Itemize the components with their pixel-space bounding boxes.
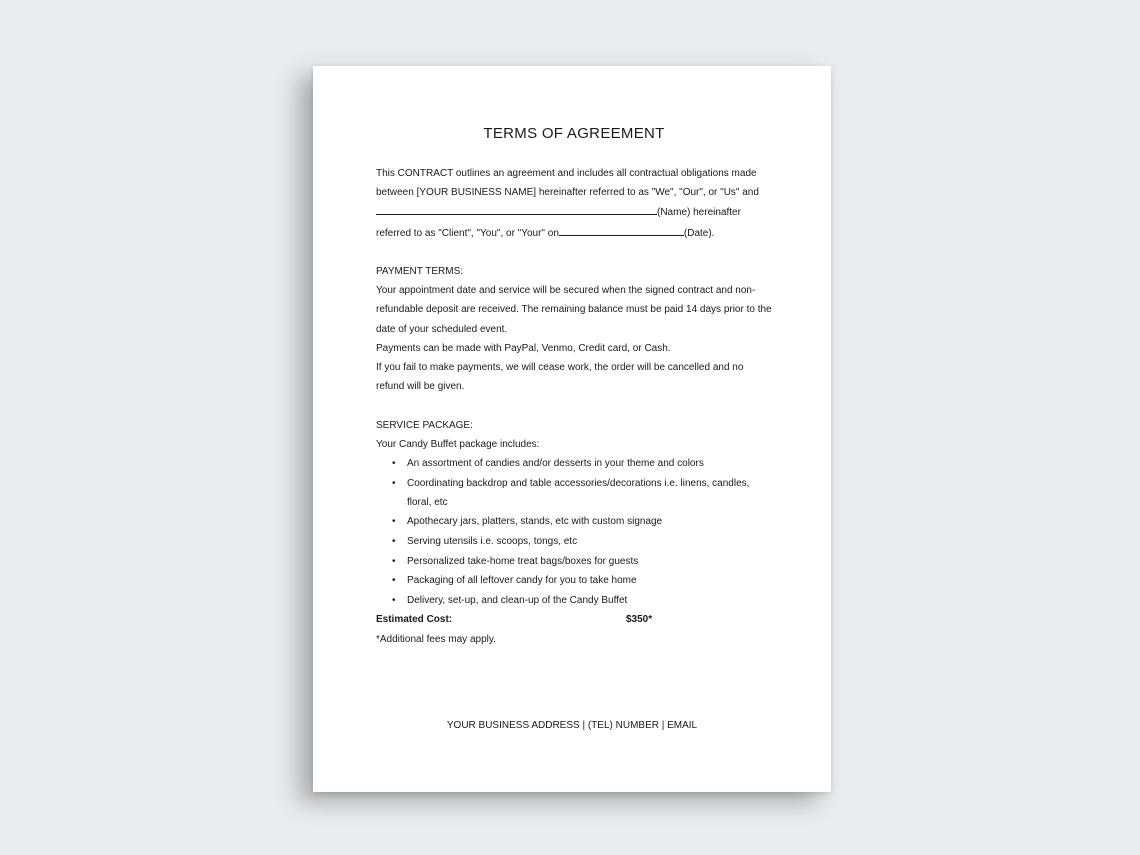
name-label: (Name) hereinafter xyxy=(657,207,741,219)
payment-terms-line: refundable deposit are received. The remaining balance must be paid 14 days prior to the xyxy=(376,304,772,316)
payment-terms-line: Your appointment date and service will be secured when the signed contract and non- xyxy=(376,285,756,297)
list-item: • Personalized take-home treat bags/boxes for guests xyxy=(376,552,752,571)
bullet-icon: • xyxy=(392,477,396,489)
service-package-intro: Your Candy Buffet package includes: xyxy=(376,438,540,450)
payment-terms-heading: PAYMENT TERMS: xyxy=(376,266,464,277)
date-blank-line[interactable] xyxy=(559,223,684,236)
payment-terms-line: date of your scheduled event. xyxy=(376,323,508,335)
list-item: • Apothecary jars, platters, stands, etc with custom signage xyxy=(376,512,752,531)
section-gap xyxy=(376,396,776,415)
list-item: • Coordinating backdrop and table accessories/decorations i.e. linens, candles, floral, etc xyxy=(376,474,752,512)
bullet-icon: • xyxy=(392,458,396,470)
estimated-cost-row xyxy=(376,610,776,629)
intro-line-3 xyxy=(376,202,776,222)
estimated-cost-label: Estimated Cost: xyxy=(376,614,453,626)
list-item: • Packaging of all leftover candy for you to take home xyxy=(376,571,752,590)
intro-line-4 xyxy=(376,223,776,243)
service-items-list xyxy=(376,454,776,610)
client-reference-text: referred to as "Client", "You", or "Your" on xyxy=(376,227,559,239)
document-title: TERMS OF AGREEMENT xyxy=(483,125,665,142)
intro-line-2: between [YOUR BUSINESS NAME] hereinafter referred to as "We", "Our", or "Us" and xyxy=(376,187,759,199)
bullet-icon: • xyxy=(392,516,396,528)
bullet-icon: • xyxy=(392,536,396,547)
payment-methods-line: Payments can be made with PayPal, Venmo, Credit card, or Cash. xyxy=(376,342,671,354)
intro-line-1: This CONTRACT outlines an agreement and includes all contractual obligations made xyxy=(376,168,757,179)
list-item: • Serving utensils i.e. scoops, tongs, etc xyxy=(376,532,752,551)
list-item: • An assortment of candies and/or desserts in your theme and colors xyxy=(376,454,752,473)
list-item: • Delivery, set-up, and clean-up of the Candy Buffet xyxy=(376,591,752,610)
date-label: (Date). xyxy=(683,227,715,239)
document-page xyxy=(313,66,831,792)
section-gap xyxy=(376,243,776,262)
additional-fees-note: *Additional fees may apply. xyxy=(376,633,496,645)
document-body xyxy=(376,124,776,649)
bullet-icon: • xyxy=(392,594,396,606)
estimated-cost-value: $350* xyxy=(626,614,653,626)
payment-terms-line: If you fail to make payments, we will cease work, the order will be cancelled and no xyxy=(376,362,744,374)
name-blank-line[interactable] xyxy=(376,202,657,215)
payment-terms-line: refund will be given. xyxy=(376,381,465,393)
bullet-icon: • xyxy=(392,575,396,587)
bullet-icon: • xyxy=(392,555,396,567)
service-package-heading: SERVICE PACKAGE: xyxy=(376,419,473,431)
document-footer: YOUR BUSINESS ADDRESS | (TEL) NUMBER | EMAIL xyxy=(446,720,698,731)
